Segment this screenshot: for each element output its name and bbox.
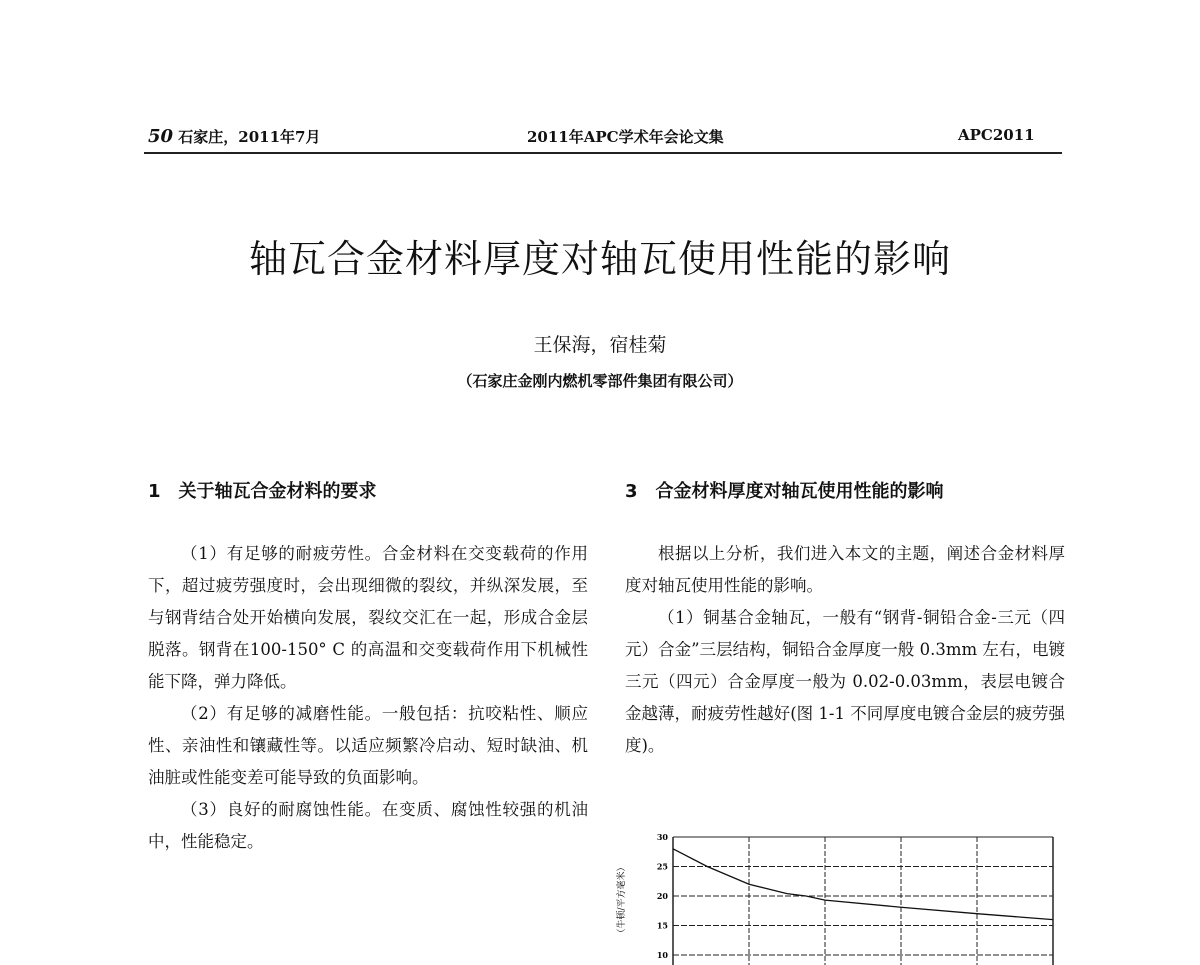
- authors: 王保海，宿桂菊: [533, 334, 667, 356]
- y-tick-label: 25: [656, 861, 668, 872]
- y-tick-label: 15: [656, 920, 668, 931]
- paragraph: （2）有足够的减磨性能。一般包括：抗咬粘性、顺应性、亲油性和镶藏性等。以适应频繁冷启动、短时缺油、机油脏或性能变差可能导致的负面影响。: [148, 704, 588, 787]
- header-right: APC2011: [958, 126, 1035, 144]
- page-number: 50: [148, 126, 174, 147]
- paragraph: 根据以上分析，我们进入本文的主题，阐述合金材料厚度对轴瓦使用性能的影响。: [625, 544, 1065, 595]
- paragraph: （3）良好的耐腐蚀性能。在变质、腐蚀性较强的机油中，性能稳定。: [148, 800, 588, 851]
- y-axis-label: （牛顿/平方毫米）: [617, 862, 627, 938]
- y-tick-label: 10: [656, 950, 668, 960]
- section-heading-1: 1 关于轴瓦合金材料的要求: [148, 481, 377, 502]
- y-tick-label: 20: [656, 891, 668, 901]
- right-column: [625, 476, 1065, 762]
- section-heading-3: 3 合金材料厚度对轴瓦使用性能的影响: [625, 481, 944, 502]
- paragraph: （1）有足够的耐疲劳性。合金材料在交变载荷的作用下，超过疲劳强度时，会出现细微的裂纹，并纵深发展，至与钢背结合处开始横向发展，裂纹交汇在一起，形成合金层脱落。钢背在100-150° C 的高温和交变载荷作用下机械性能下降，弹力降低。: [148, 544, 588, 691]
- header-center: 2011年APC学术年会论文集: [527, 128, 724, 146]
- paper-title: 轴瓦合金材料厚度对轴瓦使用性能的影响: [248, 237, 951, 281]
- header-rule: [144, 152, 1062, 154]
- y-tick-label: 30: [656, 832, 668, 842]
- left-column: [148, 476, 588, 858]
- series-line: [673, 849, 1053, 920]
- affiliation: （石家庄金刚内燃机零部件集团有限公司）: [457, 372, 743, 390]
- paragraph: （1）铜基合金轴瓦，一般有“钢背-铜铅合金-三元（四元）合金”三层结构，铜铅合金厚度一般 0.3mm 左右，电镀三元（四元）合金厚度一般为 0.02-0.03mm，表层电镀合金越薄，耐疲劳性越好(图 1-1 不同厚度电镀合金层的疲劳强度)。: [625, 608, 1065, 755]
- header-location-date: 石家庄，2011年7月: [178, 128, 321, 146]
- fatigue-strength-chart: [610, 825, 1070, 965]
- header-left: [148, 126, 320, 147]
